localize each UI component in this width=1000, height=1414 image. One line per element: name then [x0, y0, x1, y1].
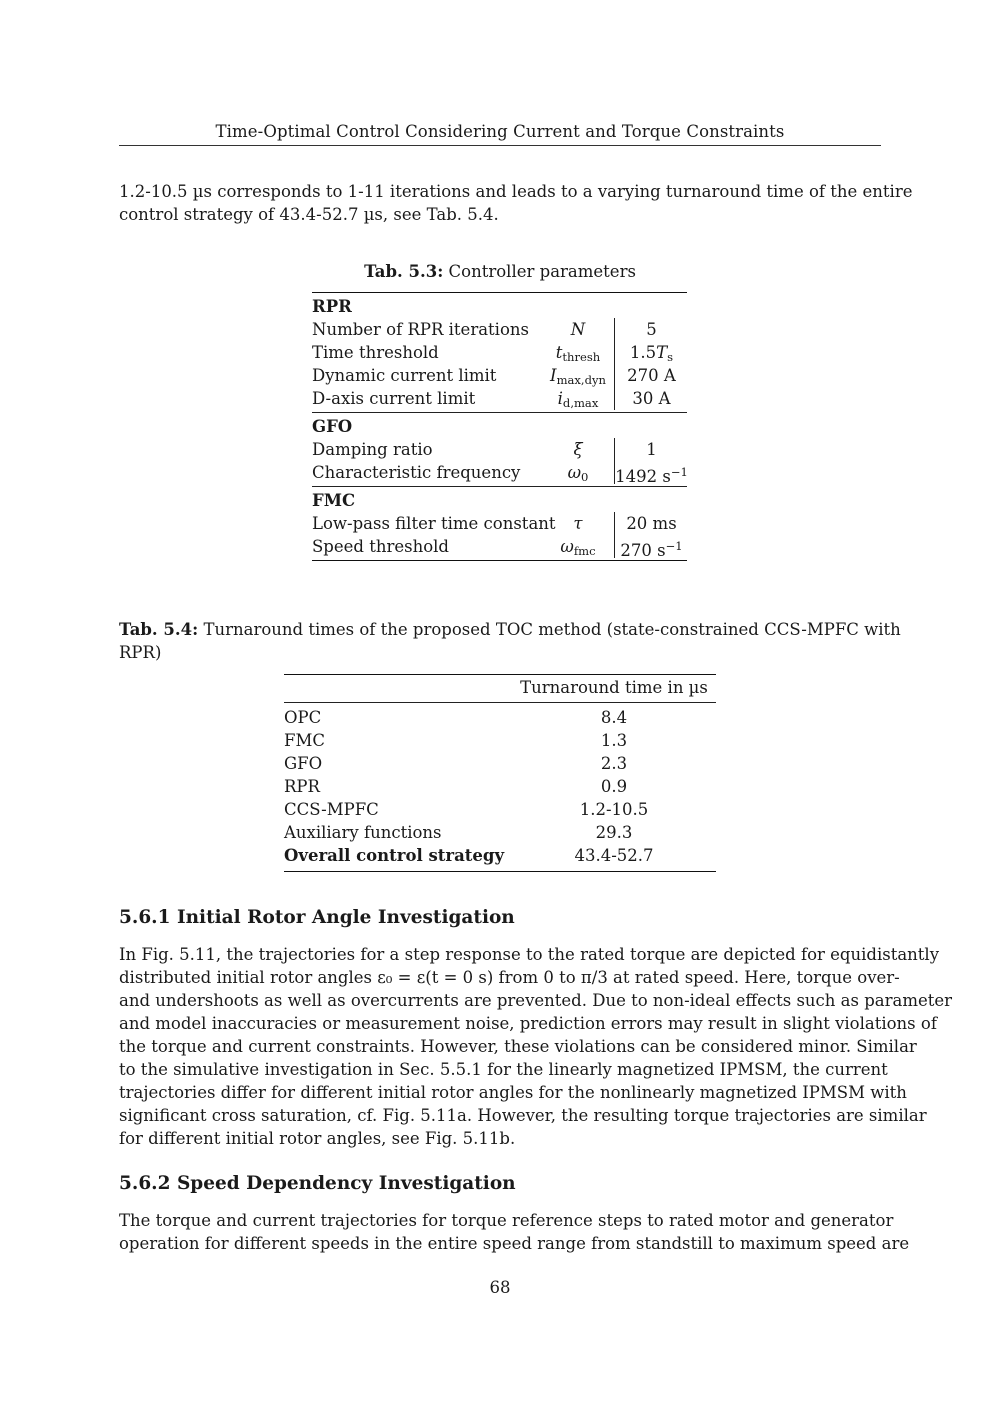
- symbol-subscript: d,max: [562, 396, 599, 410]
- table-5-3-caption-label: Tab. 5.3:: [364, 262, 444, 281]
- parameter-name: Speed threshold: [312, 537, 449, 556]
- parameter-name: Low-pass filter time constant: [312, 514, 556, 533]
- table-row: [284, 729, 716, 752]
- parameter-symbol: [542, 387, 614, 415]
- table-5-4-caption-label: Tab. 5.4:: [119, 620, 199, 639]
- value-italic: T: [656, 343, 668, 362]
- page-number: 68: [489, 1278, 511, 1297]
- paragraph-line: distributed initial rotor angles ε₀ = ε(t = 0 s) from 0 to π/3 at rated speed. Here, torque over-: [119, 968, 900, 987]
- table-row: [284, 821, 716, 844]
- table-row: [312, 387, 687, 410]
- turnaround-value: 1.3: [600, 731, 628, 750]
- table-bottom-rule: [312, 560, 687, 561]
- parameter-value: [614, 341, 688, 364]
- symbol-main: i: [557, 389, 563, 408]
- paragraph-line: In Fig. 5.11, the trajectories for a step response to the rated torque are depicted for equidistantly: [119, 945, 940, 964]
- parameter-name: Number of RPR iterations: [312, 320, 529, 339]
- symbol-subscript: 0: [581, 470, 589, 484]
- intro-line: 1.2-10.5 µs corresponds to 1-11 iterations and leads to a varying turnaround time of the entire: [119, 182, 913, 201]
- table-5-4-caption-line1: Turnaround times of the proposed TOC method (state-constrained CCS-MPFC with: [203, 620, 901, 639]
- turnaround-value: 1.2-10.5: [579, 800, 649, 819]
- parameter-name: Time threshold: [312, 343, 439, 362]
- parameter-value: [614, 318, 688, 341]
- running-head: Time-Optimal Control Considering Current and Torque Constraints: [215, 122, 785, 141]
- value-superscript: −1: [670, 465, 688, 479]
- turnaround-value: 2.3: [600, 754, 628, 773]
- value-main: 1: [646, 440, 657, 459]
- parameter-value: [614, 438, 688, 461]
- component-name: Auxiliary functions: [284, 823, 442, 842]
- table-row: [284, 706, 716, 729]
- symbol-main: τ: [573, 514, 583, 533]
- table-row: [312, 438, 687, 461]
- table-group-heading: RPR: [312, 297, 352, 316]
- parameter-value: [614, 387, 688, 410]
- parameter-symbol: [542, 535, 614, 563]
- paragraph-line: and model inaccuracies or measurement noise, prediction errors may result in slight violations of: [119, 1014, 937, 1033]
- table-row: [312, 318, 687, 341]
- section-5-6-2-paragraph: [119, 1209, 910, 1255]
- table-row: [312, 535, 687, 558]
- parameter-symbol: [542, 461, 614, 489]
- paragraph-line: the torque and current constraints. However, these violations can be considered minor. Similar: [119, 1037, 917, 1056]
- turnaround-value: 29.3: [595, 823, 633, 842]
- component-name: CCS-MPFC: [284, 800, 379, 819]
- table-row: [312, 364, 687, 387]
- table-row: [312, 341, 687, 364]
- paragraph-line: for different initial rotor angles, see Fig. 5.11b.: [119, 1129, 516, 1148]
- parameter-value: [614, 461, 688, 484]
- table-row: [284, 752, 716, 775]
- parameter-symbol: [542, 438, 614, 461]
- table-5-4-total-name: Overall control strategy: [284, 846, 505, 865]
- parameter-name: Dynamic current limit: [312, 366, 497, 385]
- parameter-name: Characteristic frequency: [312, 463, 521, 482]
- symbol-main: ω: [560, 537, 574, 556]
- component-name: GFO: [284, 754, 323, 773]
- component-name: OPC: [284, 708, 322, 727]
- parameter-value: [614, 535, 688, 558]
- table-5-4-total-row: [284, 844, 716, 867]
- value-main: 270 A: [627, 366, 676, 385]
- value-main: 270 s: [620, 541, 666, 560]
- parameter-symbol: [542, 318, 614, 341]
- value-subscript: s: [667, 350, 674, 364]
- value-main: 1492 s: [615, 467, 671, 486]
- table-row: [312, 512, 687, 535]
- table-group-heading: FMC: [312, 491, 356, 510]
- table-5-4-header-row: [284, 675, 716, 702]
- intro-line: control strategy of 43.4-52.7 µs, see Tab. 5.4.: [119, 205, 499, 224]
- table-5-4-caption: [119, 618, 901, 664]
- table-row: [284, 775, 716, 798]
- table-5-3: [312, 292, 687, 561]
- symbol-main: N: [570, 320, 586, 339]
- table-5-4: [284, 674, 716, 872]
- table-5-3-caption-text: Controller parameters: [448, 262, 636, 281]
- paragraph-line: trajectories differ for different initial rotor angles for the nonlinearly magnetized IPMSM with: [119, 1083, 907, 1102]
- parameter-value: [614, 364, 688, 387]
- value-main: 5: [646, 320, 657, 339]
- value-main: 30 A: [632, 389, 671, 408]
- paragraph-line: to the simulative investigation in Sec. 5.5.1 for the linearly magnetized IPMSM, the current: [119, 1060, 888, 1079]
- parameter-value: [614, 512, 688, 535]
- symbol-subscript: thresh: [562, 350, 601, 364]
- paragraph-line: operation for different speeds in the entire speed range from standstill to maximum speed are: [119, 1234, 910, 1253]
- value-main: 20 ms: [626, 514, 677, 533]
- table-5-3-caption: [119, 262, 881, 281]
- table-row: [284, 798, 716, 821]
- turnaround-value: 8.4: [600, 708, 628, 727]
- header-rule: [119, 145, 881, 146]
- table-row: [312, 461, 687, 484]
- symbol-main: ω: [567, 463, 582, 482]
- component-name: FMC: [284, 731, 325, 750]
- symbol-subscript: max,dyn: [556, 373, 606, 387]
- paragraph-line: The torque and current trajectories for torque reference steps to rated motor and generator: [119, 1211, 894, 1230]
- parameter-name: D-axis current limit: [312, 389, 476, 408]
- section-5-6-1-title: 5.6.1 Initial Rotor Angle Investigation: [119, 907, 515, 928]
- parameter-symbol: [542, 512, 614, 535]
- value-superscript: −1: [665, 539, 683, 553]
- symbol-main: t: [555, 343, 563, 362]
- symbol-main: ξ: [573, 440, 583, 459]
- section-5-6-1-paragraph: [119, 943, 953, 1150]
- table-5-4-total-value: 43.4-52.7: [574, 846, 654, 865]
- paragraph-line: significant cross saturation, cf. Fig. 5.11a. However, the resulting torque trajectories are similar: [119, 1106, 927, 1125]
- table-5-4-caption-line2: RPR): [119, 643, 162, 662]
- parameter-name: Damping ratio: [312, 440, 433, 459]
- intro-paragraph: [119, 180, 913, 226]
- paragraph-line: and undershoots as well as overcurrents are prevented. Due to non-ideal effects such as parameter: [119, 991, 953, 1010]
- symbol-subscript: fmc: [573, 544, 596, 558]
- table-5-4-header: Turnaround time in µs: [520, 678, 708, 697]
- table-group-heading: GFO: [312, 417, 353, 436]
- symbol-main: I: [550, 366, 557, 385]
- value-main: 1.5: [629, 343, 657, 362]
- section-5-6-2-title: 5.6.2 Speed Dependency Investigation: [119, 1173, 516, 1194]
- component-name: RPR: [284, 777, 320, 796]
- turnaround-value: 0.9: [600, 777, 628, 796]
